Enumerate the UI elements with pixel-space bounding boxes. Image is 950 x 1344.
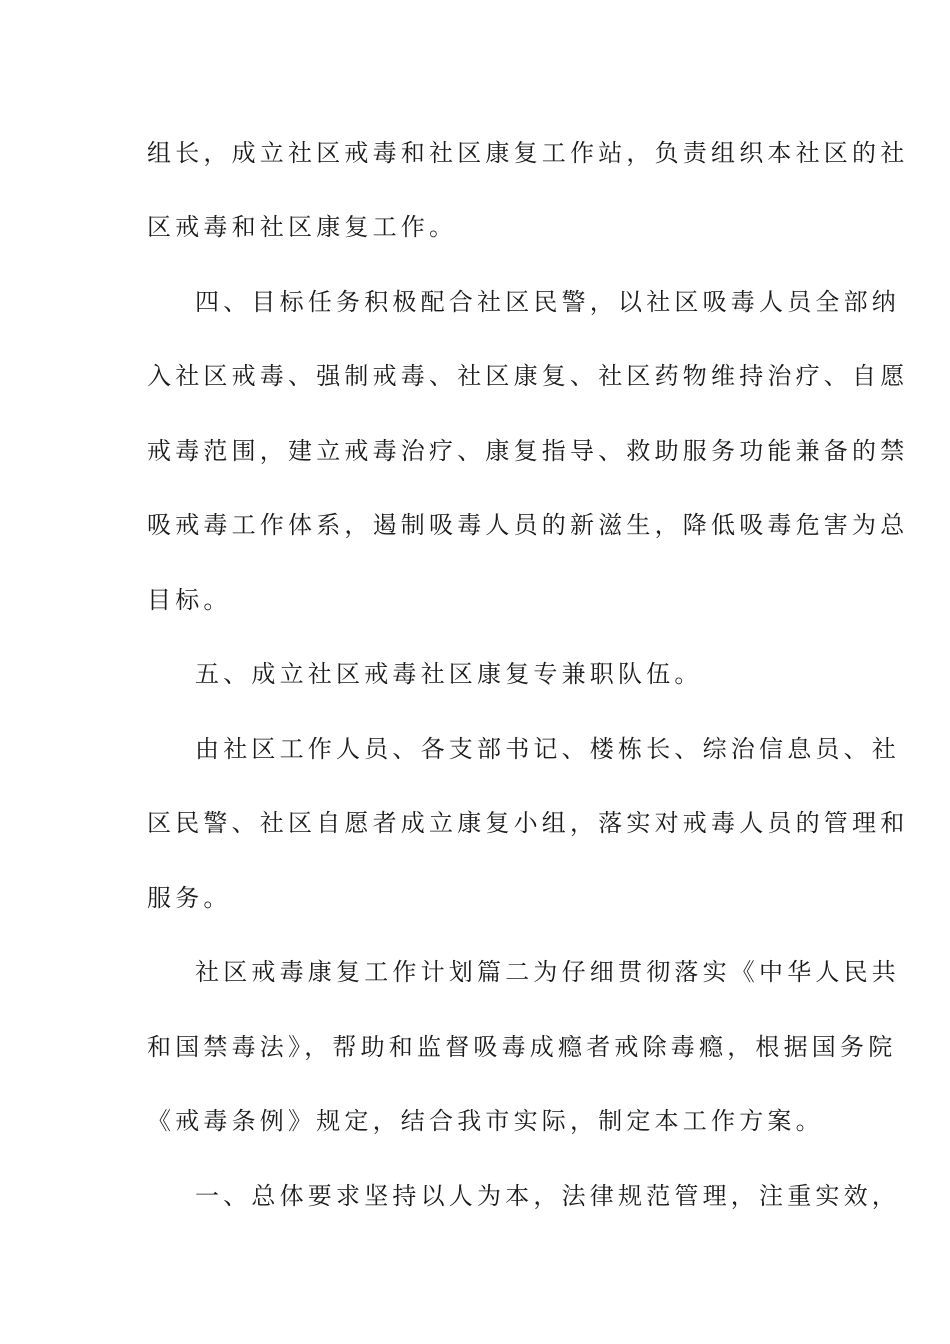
text-line: 服务。: [147, 884, 232, 912]
section-heading-line: 五、成立社区戒毒社区康复专兼职队伍。: [195, 660, 703, 688]
paragraph-start-line: 四、目标任务积极配合社区民警，以社区吸毒人员全部纳: [195, 288, 900, 316]
text-line: 入社区戒毒、强制戒毒、社区康复、社区药物维持治疗、自愿: [147, 362, 909, 390]
text-line: 区民警、社区自愿者成立康复小组，落实对戒毒人员的管理和: [147, 809, 909, 837]
paragraph-start-line: 社区戒毒康复工作计划篇二为仔细贯彻落实《中华人民共: [195, 958, 900, 986]
text-line: 《戒毒条例》规定，结合我市实际，制定本工作方案。: [147, 1107, 824, 1135]
text-line: 和国禁毒法》，帮助和监督吸毒成瘾者戒除毒瘾，根据国务院: [147, 1033, 897, 1061]
text-line: 区戒毒和社区康复工作。: [147, 213, 458, 241]
paragraph-start-line: 由社区工作人员、各支部书记、楼栋长、综治信息员、社: [195, 735, 900, 763]
text-line: 组长，成立社区戒毒和社区康复工作站，负责组织本社区的社: [147, 139, 909, 167]
paragraph-start-line: 一、总体要求坚持以人为本，法律规范管理，注重实效，: [195, 1182, 900, 1210]
text-line: 戒毒范围，建立戒毒治疗、康复指导、救助服务功能兼备的禁: [147, 437, 909, 465]
text-line: 目标。: [147, 586, 232, 614]
text-line: 吸戒毒工作体系，遏制吸毒人员的新滋生，降低吸毒危害为总: [147, 511, 909, 539]
